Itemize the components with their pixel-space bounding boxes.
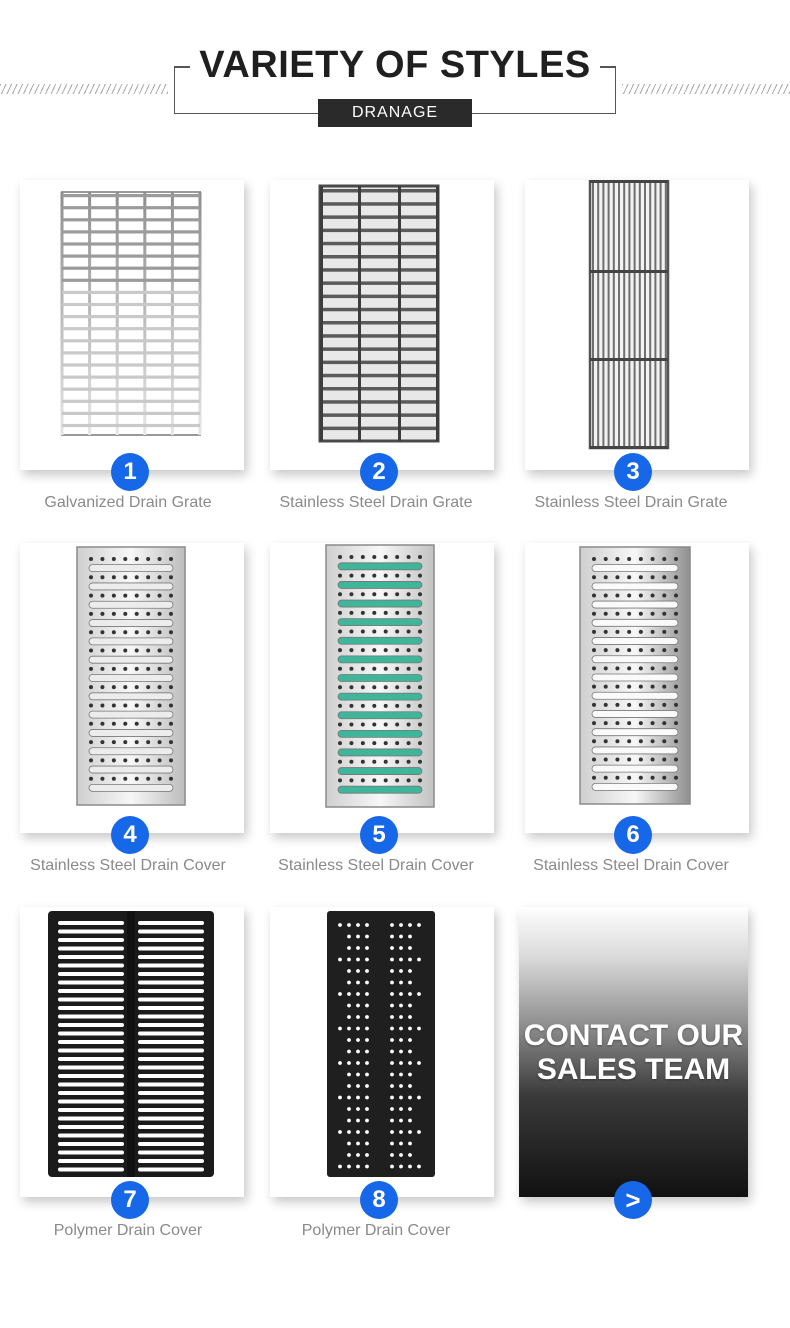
- contact-line-2: SALES TEAM: [536, 1053, 731, 1086]
- galvanized-grate-image: [20, 180, 244, 470]
- product-caption-6: Stainless Steel Drain Cover: [533, 857, 729, 874]
- product-number-badge-3: 3: [614, 453, 652, 491]
- contact-sales-card[interactable]: [519, 907, 748, 1197]
- stainless-cover-green-image: [270, 543, 494, 833]
- product-card-7[interactable]: [20, 907, 244, 1197]
- product-caption-8: Polymer Drain Cover: [301, 1222, 451, 1239]
- product-card-8[interactable]: [270, 907, 494, 1197]
- product-card-2[interactable]: [270, 180, 494, 470]
- product-number-badge-5: 5: [360, 816, 398, 854]
- header-frame-tick-right: [598, 66, 616, 68]
- product-number-badge-8: 8: [360, 1181, 398, 1219]
- stainless-grate-narrow-image: [525, 180, 749, 470]
- product-caption-4: Stainless Steel Drain Cover: [30, 857, 226, 874]
- polymer-cover-slotted-image: [20, 907, 244, 1197]
- product-number-badge-6: 6: [614, 816, 652, 854]
- page-subtitle: DRANAGE: [318, 99, 472, 127]
- stainless-cover-image: [20, 543, 244, 833]
- contact-line-1: CONTACT OUR: [523, 1019, 744, 1052]
- product-card-6[interactable]: [525, 543, 749, 833]
- product-caption-1: Galvanized Drain Grate: [44, 494, 212, 511]
- header-decor-lines-right: [622, 84, 790, 94]
- product-number-badge-2: 2: [360, 453, 398, 491]
- contact-arrow-button[interactable]: >: [614, 1181, 652, 1219]
- polymer-cover-holes-image: [270, 907, 494, 1197]
- product-card-1[interactable]: [20, 180, 244, 470]
- product-card-4[interactable]: [20, 543, 244, 833]
- product-number-badge-1: 1: [111, 453, 149, 491]
- product-number-badge-4: 4: [111, 816, 149, 854]
- product-number-badge-7: 7: [111, 1181, 149, 1219]
- stainless-cover-slotted-image: [525, 543, 749, 833]
- product-card-5[interactable]: [270, 543, 494, 833]
- product-caption-5: Stainless Steel Drain Cover: [278, 857, 474, 874]
- product-caption-3: Stainless Steel Drain Grate: [534, 494, 728, 511]
- page-title: VARIETY OF STYLES: [190, 44, 600, 87]
- product-caption-2: Stainless Steel Drain Grate: [279, 494, 473, 511]
- stainless-grate-image: [270, 180, 494, 470]
- product-caption-7: Polymer Drain Cover: [53, 1222, 203, 1239]
- header-decor-lines-left: [0, 84, 168, 94]
- contact-sales-text: [519, 1019, 748, 1087]
- product-card-3[interactable]: [525, 180, 749, 470]
